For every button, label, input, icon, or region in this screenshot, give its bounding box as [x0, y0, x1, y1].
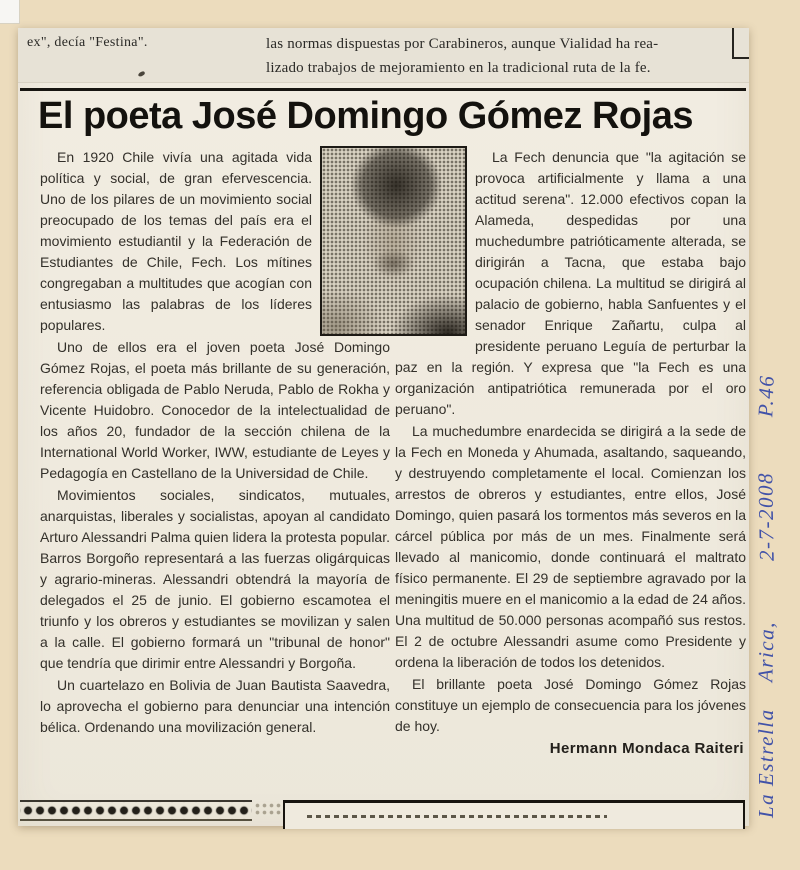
article-headline: El poeta José Domingo Gómez Rojas [38, 95, 693, 137]
byline: Hermann Mondaca Raiteri [549, 740, 744, 757]
fragment-right-line2: lizado trabajos de mejoramiento en la tradicional ruta de la fe. [266, 60, 651, 76]
newspaper-page [18, 28, 749, 826]
paragraph: El brillante poeta José Domingo Gómez Rojas constituye un ejemplo de consecuencia para los jóvenes de hoy. [395, 676, 746, 734]
cutoff-box-outline [283, 800, 745, 829]
paragraph: La Fech denuncia que "la agitación se provoca artificialmente y llama a una actitud serena". 12.000 efectivos copan la Alameda, despedidas por una muchedumbre patrióticamente alterada, se dirigirán a Tacna, que estaba bajo ocupación chilena. La multitud se dirigirá al palacio de gobierno, habla Sanfuentes y el senador Enrique Zañartu, culpa al presidente peruano Leguía de perturbar la paz en la región. Y expresa que "la Fech es una organización antipatriótica remunerada por el oro peruano". [395, 149, 746, 417]
photo-wrap-spacer-right-col [395, 147, 475, 337]
fragment-right-line1: las normas dispuestas por Carabineros, aunque Vialidad ha rea- [266, 36, 659, 52]
article-column-left [40, 147, 390, 739]
note-date: 2-7-2008 [753, 472, 779, 562]
photo-wrap-spacer-left-col [312, 147, 390, 334]
note-city: Arica, [753, 621, 779, 683]
ink-smudge [137, 71, 145, 78]
article-column-right [395, 147, 746, 760]
paragraph: Movimientos sociales, sindicatos, mutuales, anarquistas, liberales y socialistas, apoyan al candidato Arturo Alessandri Palma quien lidera la protesta popular. Barros Borgoño representará a las fuerzas oligárquicas y agrario-mineras. Alessandri obtendrá la mayoría de delegados el 25 de junio. El gobierno escamotea el triunfo y los obreros y estudiantes se movilizan y salen a la calle. El gobierno formará un "tribunal de honor" que tendría que dirimir entre Alessandri y Borgoña. [40, 487, 390, 671]
dotted-rule [307, 815, 607, 818]
headline-top-rule [20, 88, 746, 91]
fragment-box-rule-vertical [732, 28, 734, 59]
scan-corner-artifact [0, 0, 20, 24]
fragment-left-text: ex", decía "Festina". [27, 35, 148, 50]
halftone-border-fade [254, 802, 282, 815]
halftone-border-strip [20, 800, 252, 821]
note-source: La Estrella [754, 708, 778, 818]
fragment-box-rule-horizontal [732, 57, 749, 59]
paragraph: Uno de ellos era el joven poeta José Domingo Gómez Rojas, el poeta más brillante de su generación, referencia obligada de Pablo Neruda, Pablo de Rokha y Vicente Huidobro. Conocedor de la intelectualidad de los años 20, fundador de la sección chilena de la International World Worker, IWW, estudiante de Leyes y Pedagogía en Castellano de la Universidad de Chile. [40, 339, 390, 481]
paragraph: En 1920 Chile vivía una agitada vida política y social, de gran efervescencia. Uno de los pilares de un movimiento social preocupado de los temas del país era el movimiento estudiantil y la Federación de Estudiantes de Chile, Fech. Los mítines congregaban a multitudes que acogían con entusiasmo las palabras de los líderes populares. [40, 149, 312, 333]
paragraph: Un cuartelazo en Bolivia de Juan Bautista Saavedra, lo aprovecha el gobierno para denunciar una intención bélica. Ordenando una movilización general. [40, 677, 390, 735]
top-article-fragment [18, 28, 749, 83]
handwritten-margin-note [754, 224, 796, 824]
note-page: P.46 [753, 374, 779, 418]
fragment-right-text [266, 32, 738, 80]
paragraph: La muchedumbre enardecida se dirigirá a la sede de la Fech en Moneda y Ahumada, asaltando, saqueando, y destruyendo completamente el local. Comienzan los arrestos de obreros y estudiantes, entre ellos, José Domingo, quien pasará los tormentos más severos en la cárcel pública por más de un mes. Finalmente será llevado al manicomio, donde continuará el maltrato físico permanente. El 29 de septiembre agravado por la meningitis muere en el manicomio a la edad de 24 años. Una multitud de 50.000 personas acompañó sus restos. El 2 de octubre Alessandri asume como Presidente y ordena la liberación de todos los detenidos. [395, 423, 746, 670]
